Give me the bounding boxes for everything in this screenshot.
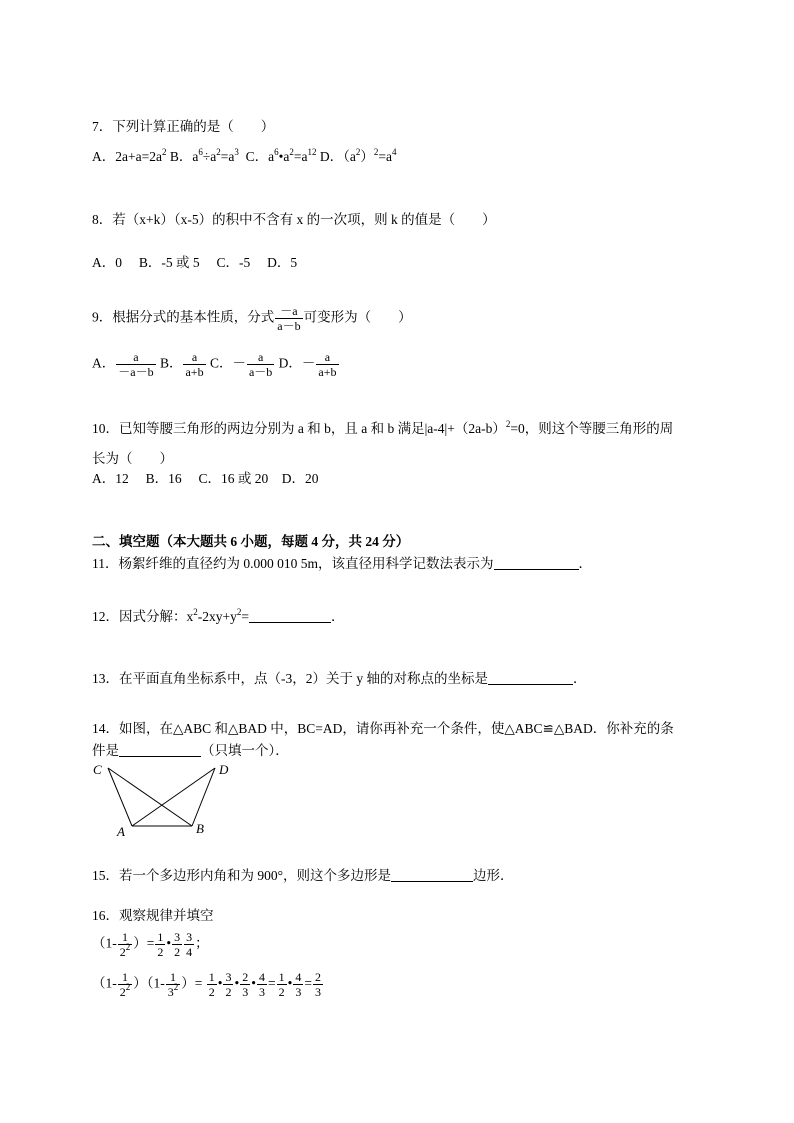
q14-stem-line1: 14．如图，在△ABC 和△BAD 中，BC=AD，请你再补充一个条件，使△ABC≌△BAD．你补充的条 <box>92 721 674 736</box>
figure-label-A: A <box>117 824 125 839</box>
figure-edge-CB <box>108 768 192 826</box>
q16-line1-term3: $\frac{3}{4}$ <box>186 930 193 959</box>
q16-line1-term2: $\frac{3}{2}$ <box>174 930 181 959</box>
q16-line2-frac2: $\frac{1}{3^2}$ <box>167 970 179 999</box>
q7-a-label: A． <box>92 149 116 164</box>
q9-c-fraction: $\frac{a}{a-b}$ <box>248 350 273 379</box>
figure-label-B: B <box>196 821 204 836</box>
q16-line2-term: $\frac{4}{3}$ <box>295 970 302 999</box>
q16-line1-frac: $\frac{1}{2^2}$ <box>119 930 131 959</box>
q13-answer-blank[interactable] <box>488 670 573 685</box>
q11-answer-blank[interactable] <box>494 555 579 570</box>
q7-b-expr: $a^6\div a^2=a^3$ <box>192 147 239 164</box>
q9-a-fraction: $\frac{a}{-a-b}$ <box>118 350 154 379</box>
q15-answer-blank[interactable] <box>391 867 473 882</box>
q11-stem: 11．杨絮纤维的直径约为 0.000 010 5m，该直径用科学记数法表示为 ． <box>92 556 592 571</box>
q9-a-label: A． <box>92 355 116 371</box>
q9-b-label: B． <box>159 355 183 371</box>
q14-figure <box>88 760 248 840</box>
q7-a-expr: $2a+a=2a^2$ <box>115 147 167 164</box>
q12-answer-blank[interactable] <box>249 608 331 623</box>
q9-c-label: C．－ <box>209 355 246 371</box>
q16-line2-term: $\frac{1}{2}$ <box>208 970 215 999</box>
q9-options <box>92 350 340 379</box>
q10-options: A．12 B．16 C．16 或 20 D．20 <box>92 471 319 486</box>
q16-line2-frac1: $\frac{1}{2^2}$ <box>119 970 131 999</box>
q14-answer-blank[interactable] <box>119 742 201 757</box>
q7-d-label: D． <box>319 149 344 164</box>
figure-label-D: D <box>219 762 229 777</box>
q16-line2: （1- $\frac{1}{2^2}$ ）（1- $\frac{1}{3^2}$ ）= $\frac{1}{2}$ • $\frac{3}{2}$ • $\frac{2}{3}$ • $\frac{4}{3}$ = $\frac{1}{2}$ • $\frac{4}{3}$ = $\frac{2}{3}$ <box>92 970 321 999</box>
q9-stem: 9．根据分式的基本性质，分式 $\frac{-a}{a-b}$ 可变形为（ ） <box>92 304 412 333</box>
q9-d-fraction: $\frac{a}{a+b}$ <box>318 350 337 379</box>
q13-stem: 13．在平面直角坐标系中，点（-3，2）关于 y 轴的对称点的坐标是 ． <box>92 671 587 686</box>
q16-stem: 16．观察规律并填空 <box>92 908 214 923</box>
q15-stem: 15．若一个多边形内角和为 900°，则这个多边形是 边形． <box>92 868 514 883</box>
figure-label-C: C <box>93 762 102 777</box>
figure-edge-DA <box>132 768 215 826</box>
q10-stem-line1: 10．已知等腰三角形的两边分别为 a 和 b，且 a 和 b 满足$|a-4|+(2a-b)^2=0$，则这个等腰三角形的周 <box>92 419 674 436</box>
q12-stem: 12．因式分解：$x^2-2xy+y^2=$ ． <box>92 607 345 624</box>
q8-stem: 8．若（x+k）（x-5）的积中不含有 x 的一次项，则 k 的值是（ ） <box>92 212 496 227</box>
section2-heading: 二、填空题（本大题共 6 小题，每题 4 分，共 24 分） <box>92 534 410 549</box>
q7-c-label: C． <box>245 149 269 164</box>
q7-options <box>92 148 396 166</box>
q16-line1: （1- $\frac{1}{2^2}$ ）= $\frac{1}{2}$ • $\frac{3}{2}$ $\frac{3}{4}$ ； <box>92 930 209 959</box>
q10-stem-line2: 长为（ ） <box>92 451 173 466</box>
q7-b-label: B． <box>169 149 193 164</box>
q16-line2-term: $\frac{3}{2}$ <box>225 970 232 999</box>
q14-stem-line2: 件是 （只填一个）． <box>92 743 289 758</box>
q7-c-expr: $a^6•a^2=a^{12}$ <box>268 147 317 164</box>
q16-line2-term: $\frac{4}{3}$ <box>258 970 265 999</box>
q9-d-label: D．－ <box>278 355 316 371</box>
q16-line2-term: $\frac{2}{3}$ <box>242 970 249 999</box>
q8-options: A．0 B．-5 或 5 C．-5 D．5 <box>92 255 298 270</box>
q16-line2-term: $\frac{2}{3}$ <box>314 970 321 999</box>
q7-stem: 7．下列计算正确的是（ ） <box>92 119 275 134</box>
q9-stem-fraction: $\frac{-a}{a-b}$ <box>277 304 301 333</box>
q9-b-fraction: $\frac{a}{a+b}$ <box>185 350 204 379</box>
q7-d-expr: $(a^2)^2=a^4$ <box>343 147 397 164</box>
q16-line1-term1: $\frac{1}{2}$ <box>157 930 164 959</box>
q16-line2-term: $\frac{1}{2}$ <box>278 970 285 999</box>
figure-edge-DB <box>192 768 215 826</box>
